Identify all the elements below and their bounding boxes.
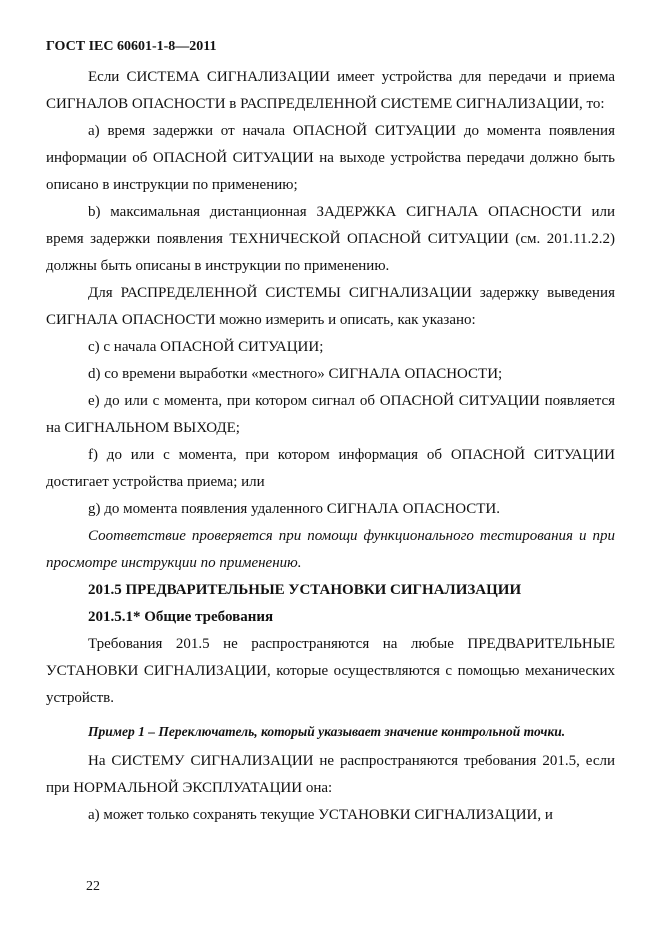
list-item: f) до или с момента, при котором информация об ОПАСНОЙ СИТУАЦИИ достигает устройства приема; или	[46, 447, 615, 490]
list-item: a) может только сохранять текущие УСТАНОВКИ СИГНАЛИЗАЦИИ, и	[88, 807, 553, 823]
page-number: 22	[86, 879, 100, 894]
subsection-heading: 201.5.1* Общие требования	[88, 609, 274, 625]
paragraph: Требования 201.5 не распространяются на любые ПРЕДВАРИТЕЛЬНЫЕ УСТАНОВКИ СИГНАЛИЗАЦИИ, которые осуществляются с помощью механических устройств.	[46, 636, 615, 706]
list-item: d) со времени выработки «местного» СИГНАЛА ОПАСНОСТИ;	[88, 366, 503, 382]
list-item: b) максимальная дистанционная ЗАДЕРЖКА СИГНАЛА ОПАСНОСТИ или время задержки появления ТЕХНИЧЕСКОЙ ОПАСНОЙ СИТУАЦИИ (см. 201.11.2.2) должны быть описаны в инструкции по применению.	[46, 204, 615, 274]
compliance-note: Соответствие проверяется при помощи функционального тестирования и при просмотре инструкции по применению.	[46, 528, 615, 571]
list-item: g) до момента появления удаленного СИГНАЛА ОПАСНОСТИ.	[88, 501, 501, 517]
example-note: Пример 1 – Переключатель, который указывает значение контрольной точки.	[88, 724, 566, 739]
list-item: a) время задержки от начала ОПАСНОЙ СИТУАЦИИ до момента появления информации об ОПАСНОЙ СИТУАЦИИ на выходе устройства передачи должно быть описано в инструкции по применению;	[46, 123, 615, 193]
list-item: c) с начала ОПАСНОЙ СИТУАЦИИ;	[88, 339, 324, 355]
paragraph: На СИСТЕМУ СИГНАЛИЗАЦИИ не распространяются требования 201.5, если при НОРМАЛЬНОЙ ЭКСПЛУАТАЦИИ она:	[46, 753, 615, 796]
document-body	[46, 64, 615, 829]
paragraph: Для РАСПРЕДЕЛЕННОЙ СИСТЕМЫ СИГНАЛИЗАЦИИ задержку выведения СИГНАЛА ОПАСНОСТИ можно измерить и описать, как указано:	[46, 285, 615, 328]
paragraph: Если СИСТЕМА СИГНАЛИЗАЦИИ имеет устройства для передачи и приема СИГНАЛОВ ОПАСНОСТИ в РАСПРЕДЕЛЕННОЙ СИСТЕМЕ СИГНАЛИЗАЦИИ, то:	[46, 69, 615, 112]
document-header: ГОСТ IEC 60601-1-8—2011	[46, 39, 217, 54]
section-heading: 201.5 ПРЕДВАРИТЕЛЬНЫЕ УСТАНОВКИ СИГНАЛИЗАЦИИ	[88, 582, 522, 598]
list-item: e) до или с момента, при котором сигнал об ОПАСНОЙ СИТУАЦИИ появляется на СИГНАЛЬНОМ ВЫХОДЕ;	[46, 393, 615, 436]
